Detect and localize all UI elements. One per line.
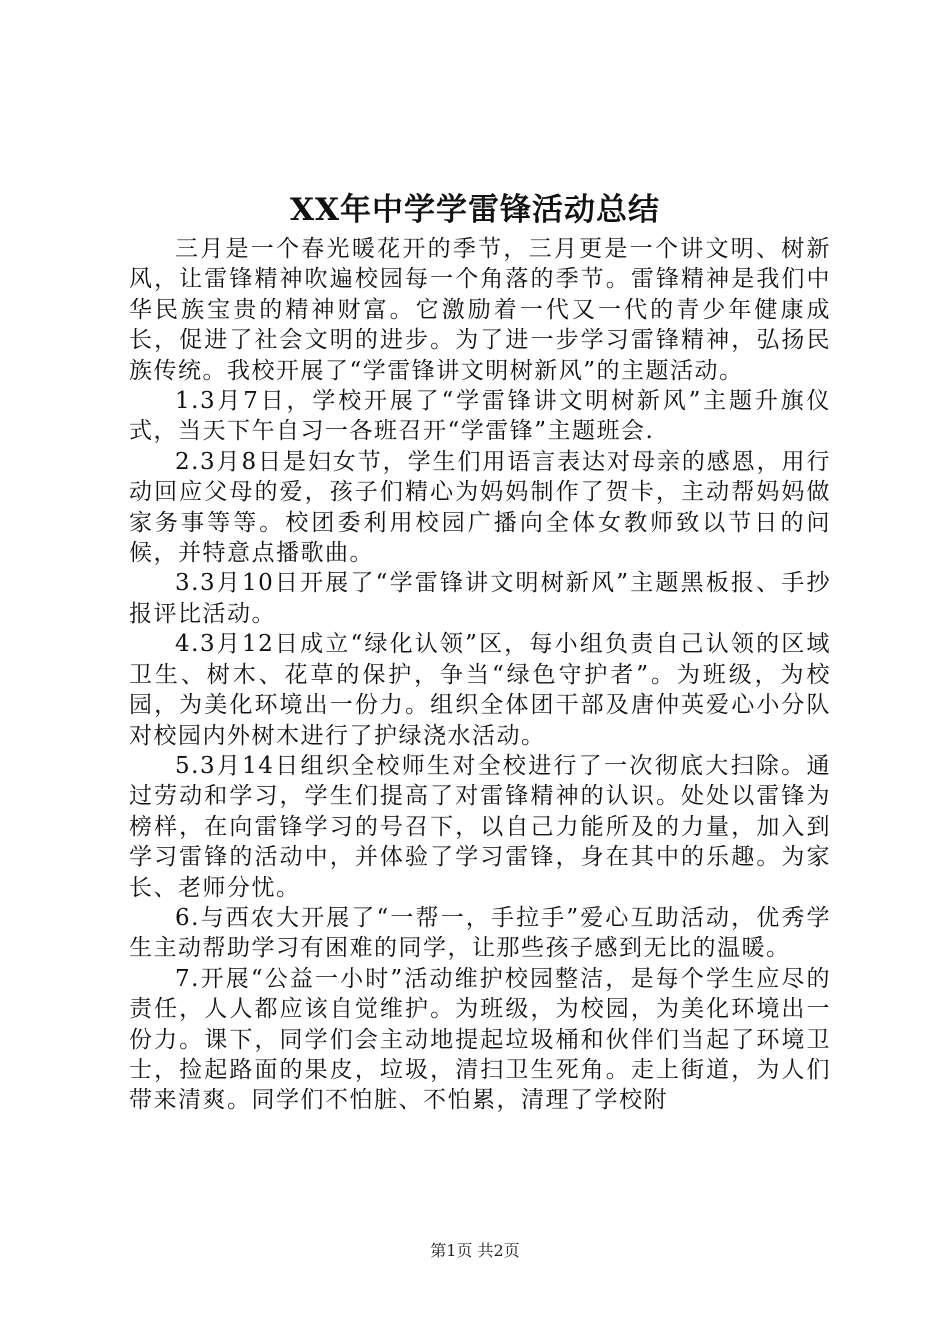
page-number-footer: 第1页 共2页: [430, 1241, 520, 1260]
paragraph-item-2: 2.3月8日是妇女节，学生们用语言表达对母亲的感恩，用行动回应父母的爱，孩子们精心为妈妈制作了贺卡，主动帮妈妈做家务事等等。校团委利用校园广播向全体女教师致以节日的问候，并特意点播歌曲。: [129, 448, 831, 567]
paragraph-item-6: 6.与西农大开展了“一帮一，手拉手”爱心互助活动，优秀学生主动帮助学习有困难的同学，让那些孩子感到无比的温暖。: [129, 904, 831, 962]
paragraph-intro: 三月是一个春光暖花开的季节，三月更是一个讲文明、树新风，让雷锋精神吹遍校园每一个角落的季节。雷锋精神是我们中华民族宝贵的精神财富。它激励着一代又一代的青少年健康成长，促进了社会文明的进步。为了进一步学习雷锋精神，弘扬民族传统。我校开展了“学雷锋讲文明树新风”的主题活动。: [129, 236, 831, 384]
paragraph-item-3: 3.3月10日开展了“学雷锋讲文明树新风”主题黑板报、手抄报评比活动。: [129, 570, 831, 627]
paragraph-item-4: 4.3月12日成立“绿化认领”区，每小组负责自己认领的区域卫生、树木、花草的保护，争当“绿色守护者”。为班级，为校园，为美化环境出一份力。组织全体团干部及唐仲英爱心小分队对校园内外树木进行了护绿浇水活动。: [129, 631, 831, 749]
paragraph-item-1: 1.3月7日，学校开展了“学雷锋讲文明树新风”主题升旗仪式，当天下午自习一各班召开“学雷锋”主题班会.: [129, 388, 831, 445]
document-body: [129, 234, 831, 1116]
document-title: XX年中学学雷锋活动总结: [289, 192, 661, 228]
paragraph-item-5: 5.3月14日组织全校师生对全校进行了一次彻底大扫除。通过劳动和学习，学生们提高了对雷锋精神的认识。处处以雷锋为榜样，在向雷锋学习的号召下，以自己力能所及的力量，加入到学习雷锋的活动中，并体验了学习雷锋，身在其中的乐趣。为家长、老师分忧。: [129, 752, 831, 901]
paragraph-item-7: 7.开展“公益一小时”活动维护校园整洁，是每个学生应尽的责任，人人都应该自觉维护。为班级，为校园，为美化环境出一份力。课下，同学们会主动地提起垃圾桶和伙伴们当起了环境卫士，捡起路面的果皮，垃圾，清扫卫生死角。走上街道，为人们带来清爽。同学们不怕脏、不怕累，清理了学校附: [129, 965, 831, 1114]
